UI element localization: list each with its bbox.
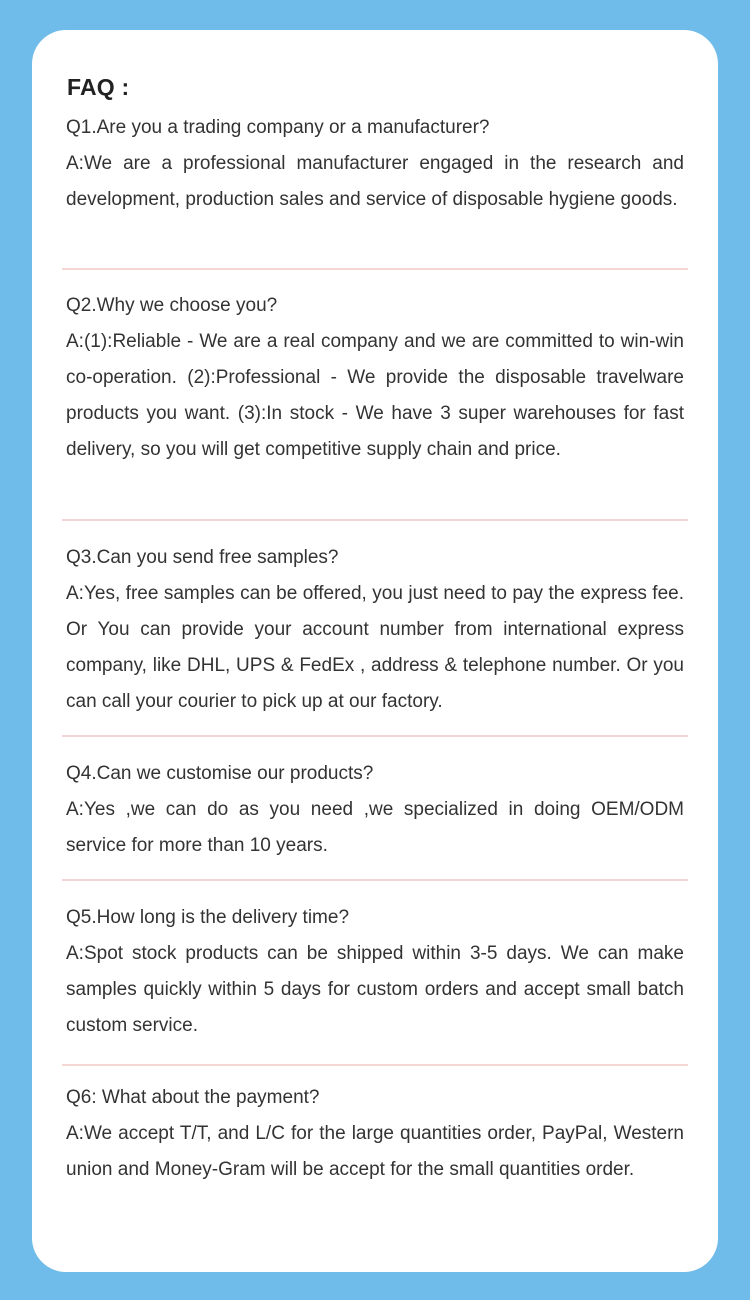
faq-divider-4	[62, 879, 688, 881]
faq-question-3: Q3.Can you send free samples?	[66, 547, 339, 568]
faq-question-4: Q4.Can we customise our products?	[66, 763, 374, 784]
faq-item-2	[66, 288, 684, 468]
faq-card	[32, 30, 718, 1272]
faq-divider-2	[62, 519, 688, 521]
faq-divider-5	[62, 1064, 688, 1066]
faq-question-6: Q6: What about the payment?	[66, 1087, 320, 1108]
faq-question-1: Q1.Are you a trading company or a manufacturer?	[66, 117, 490, 138]
faq-answer-5: A:Spot stock products can be shipped within 3-5 days. We can make samples quickly within 5 days for custom orders and accept small batch custom service.	[66, 943, 684, 1036]
faq-divider-3	[62, 735, 688, 737]
faq-answer-4: A:Yes ,we can do as you need ,we specialized in doing OEM/ODM service for more than 10 years.	[66, 799, 684, 856]
faq-item-3	[66, 540, 684, 720]
faq-answer-2: A:(1):Reliable - We are a real company and we are committed to win-win co-operation. (2):Professional - We provide the disposable travelware products you want. (3):In stock - We have 3 super warehouses for fast delivery, so you will get competitive supply chain and price.	[66, 331, 684, 460]
faq-divider-1	[62, 268, 688, 270]
faq-question-5: Q5.How long is the delivery time?	[66, 907, 350, 928]
faq-item-1	[66, 110, 684, 218]
faq-question-2: Q2.Why we choose you?	[66, 295, 278, 316]
faq-answer-1: A:We are a professional manufacturer engaged in the research and development, production sales and service of disposable hygiene goods.	[66, 153, 684, 210]
faq-answer-6: A:We accept T/T, and L/C for the large quantities order, PayPal, Western union and Money-Gram will be accept for the small quantities order.	[66, 1123, 684, 1180]
faq-title: FAQ :	[67, 74, 130, 100]
faq-item-5	[66, 900, 684, 1044]
faq-item-4	[66, 756, 684, 864]
faq-answer-3: A:Yes, free samples can be offered, you just need to pay the express fee. Or You can provide your account number from international express company, like DHL, UPS & FedEx , address & telephone number. Or you can call your courier to pick up at our factory.	[66, 583, 684, 712]
faq-item-6	[66, 1080, 684, 1188]
